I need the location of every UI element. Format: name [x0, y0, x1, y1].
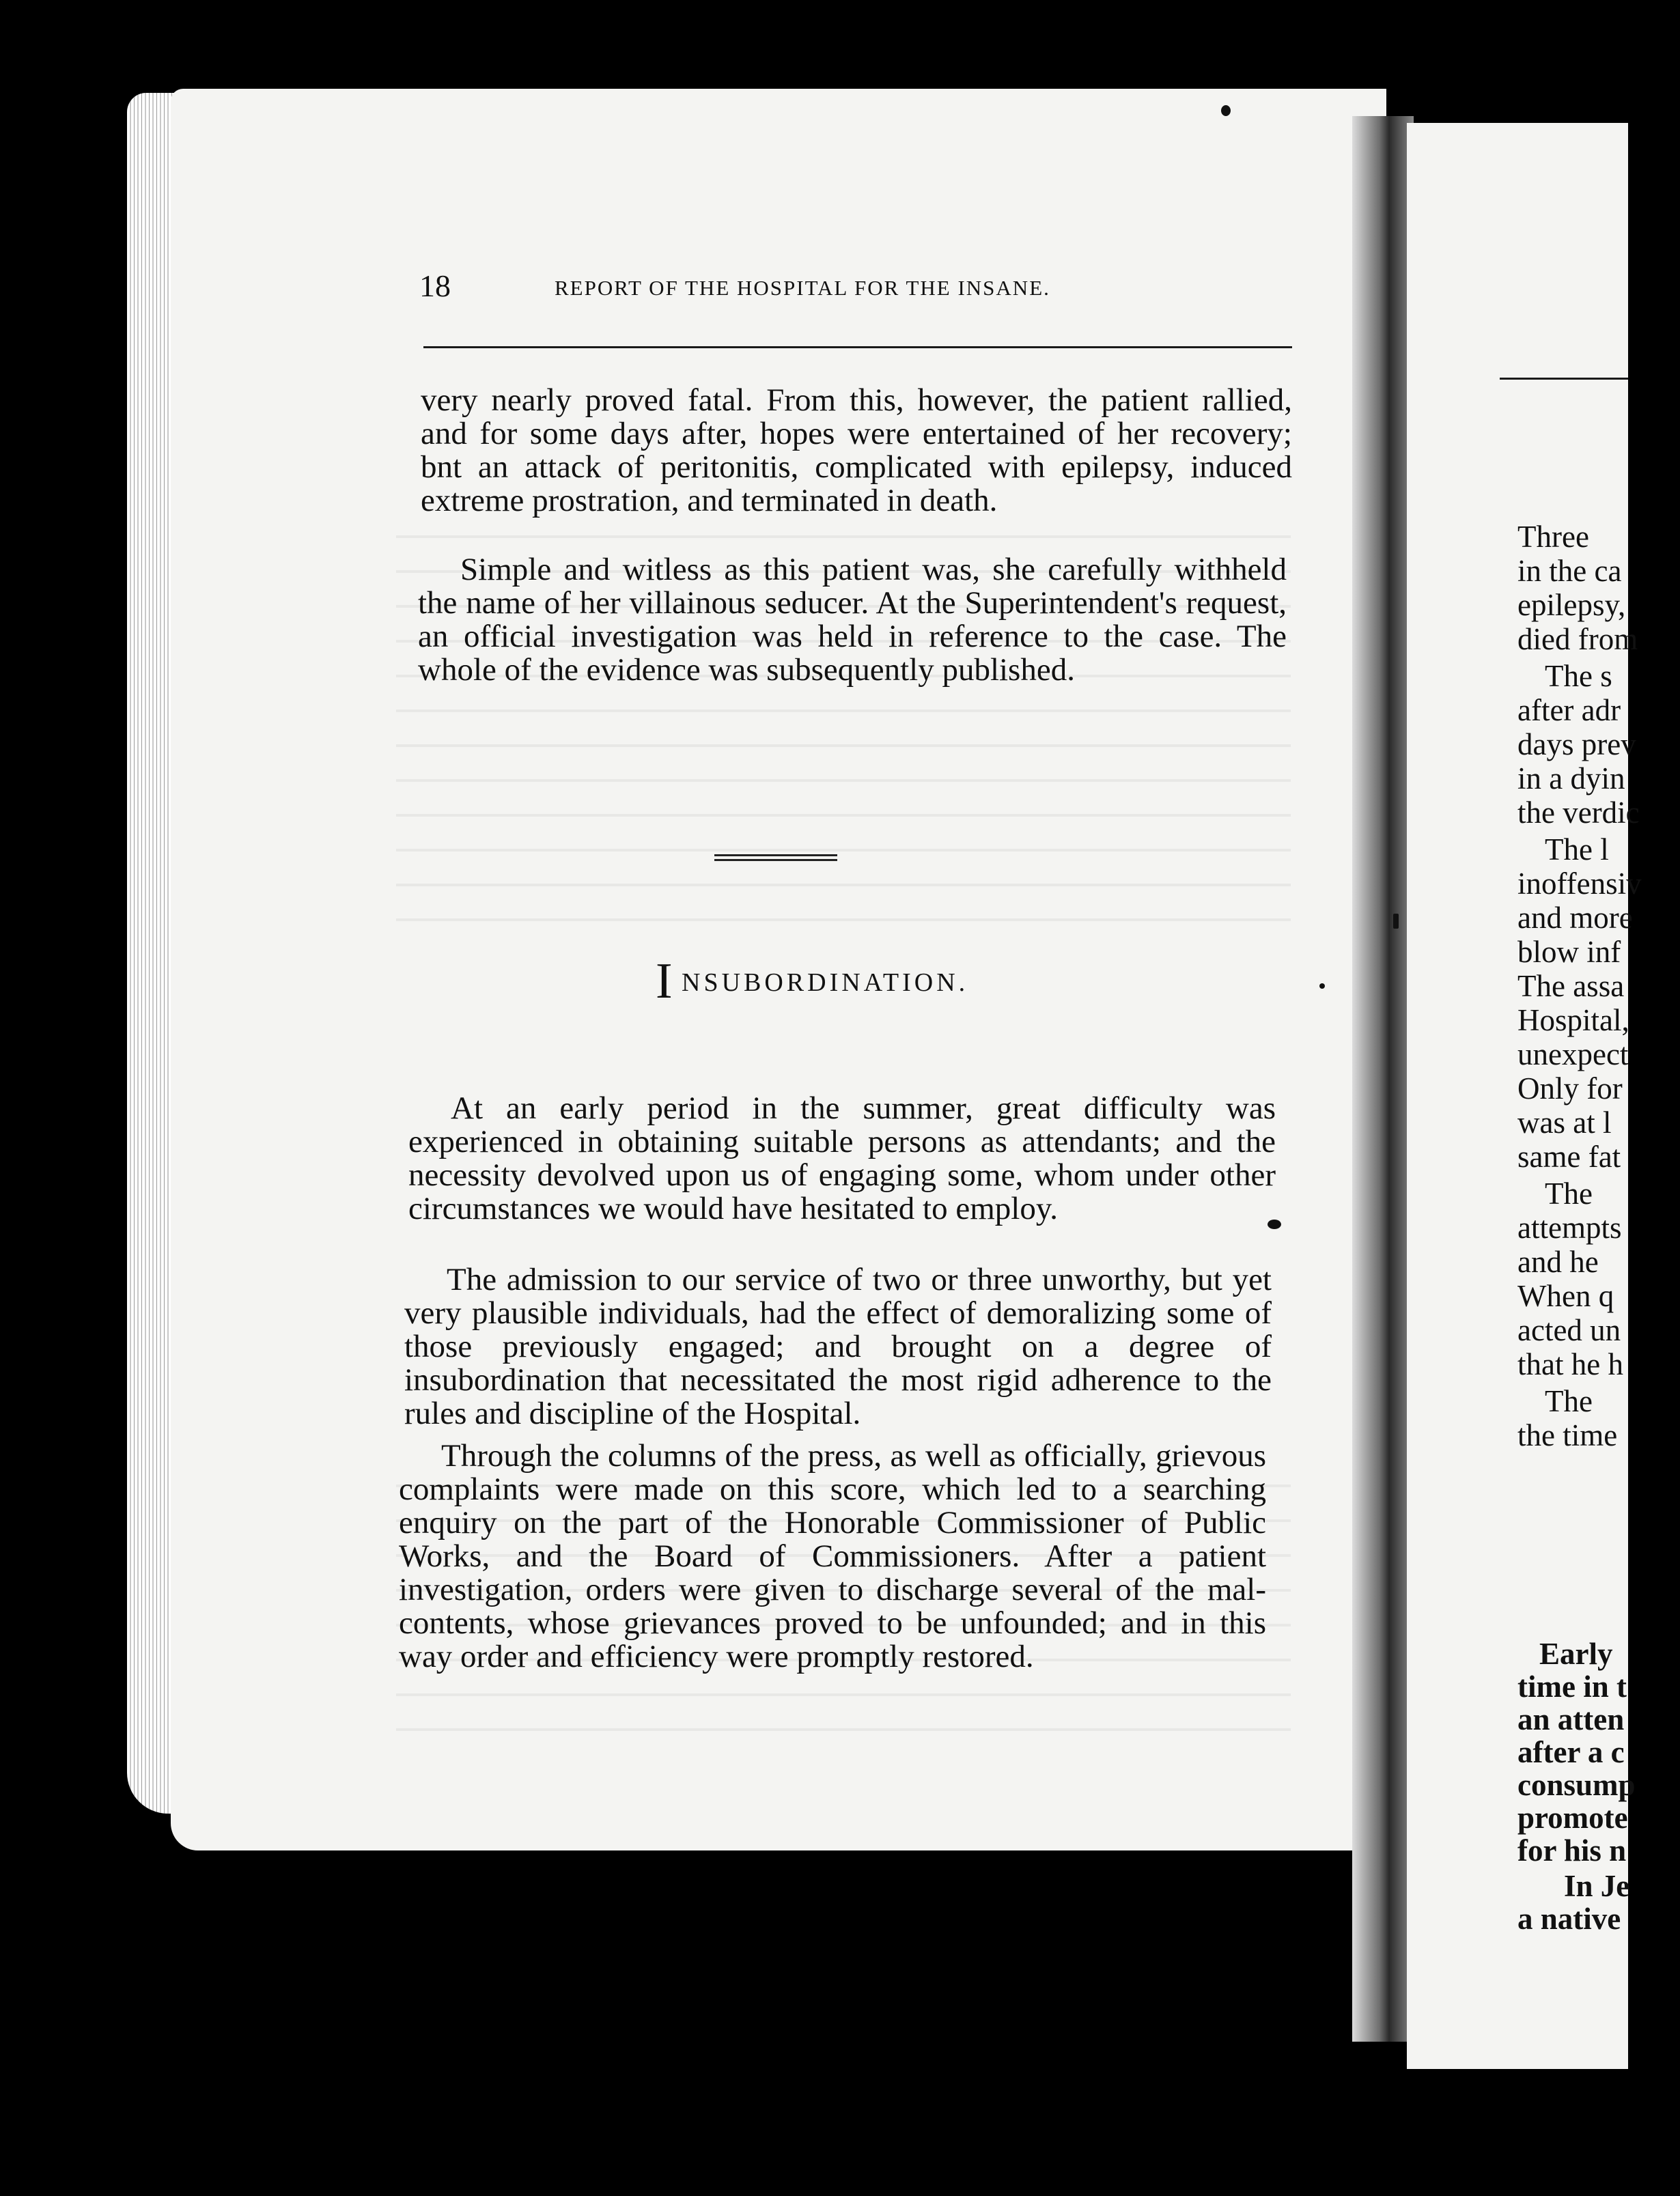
facing-line: promote: [1517, 1801, 1628, 1835]
facing-line: an atten: [1517, 1702, 1625, 1736]
body-paragraph: Simple and witless as this patient was, she carefully withheld the name of her villainous seducer. At the Superintendent's request, an official investigation was held in reference to the case. The whole of the evidence was subsequently published.: [418, 552, 1287, 688]
section-divider: [714, 854, 837, 861]
facing-line: Only for: [1517, 1071, 1623, 1106]
facing-line: acted un: [1517, 1313, 1621, 1347]
facing-line: consump: [1517, 1768, 1636, 1802]
facing-line: attempts: [1517, 1211, 1622, 1245]
facing-line: In Je: [1564, 1869, 1630, 1903]
running-head: REPORT OF THE HOSPITAL FOR THE INSANE.: [555, 276, 1050, 300]
scan-speck: [1221, 105, 1231, 116]
facing-line: The: [1545, 1384, 1593, 1418]
facing-line: same fat: [1517, 1140, 1621, 1174]
facing-line: Early: [1539, 1637, 1613, 1671]
facing-line: epilepsy,: [1517, 588, 1626, 622]
heading-text: NSUBORDINATION.: [682, 968, 969, 997]
facing-line: Hospital,: [1517, 1003, 1629, 1037]
body-paragraph: Through the columns of the press, as well as officially, grievous complaints were made on this score, which led to a searching enquiry on the part of the Honorable Commissioner of Public Works, and the Board of Commissioners. After a patient investigation, orders were given to discharge several of the mal-contents, whose grievances proved to be unfounded; and in this way order and efficiency were promptly restored.: [399, 1438, 1266, 1674]
facing-line: The assa: [1517, 969, 1625, 1003]
facing-line: the time: [1517, 1418, 1618, 1452]
facing-line: in a dyin: [1517, 761, 1625, 796]
facing-line: Three: [1517, 520, 1589, 554]
facing-line: The s: [1545, 659, 1612, 693]
facing-line: time in t: [1517, 1670, 1627, 1704]
facing-line: unexpect: [1517, 1037, 1629, 1071]
facing-line: died from: [1517, 622, 1638, 656]
facing-line: that he h: [1517, 1347, 1623, 1381]
body-paragraph: very nearly proved fatal. From this, however, the patient rallied, and for some days after, hopes were entertained of her recovery; bnt an attack of peritonitis, complicated with epilepsy, induced extreme prostration, and terminated in death.: [421, 382, 1292, 518]
facing-line: and he: [1517, 1245, 1599, 1279]
book-gutter: [1352, 116, 1414, 2042]
body-paragraph: The admission to our service of two or three unworthy, but yet very plausible individuals, had the effect of demoralizing some of those previously engaged; and brought on a degree of insubordination that necessitated the most rigid adherence to the rules and discipline of the Hospital.: [404, 1262, 1272, 1431]
facing-line: after adr: [1517, 693, 1621, 727]
facing-line: and more: [1517, 901, 1633, 935]
facing-line: days prev: [1517, 727, 1636, 761]
heading-initial: I: [656, 953, 673, 1009]
facing-line: for his n: [1517, 1833, 1627, 1868]
facing-line: The: [1545, 1177, 1593, 1211]
facing-line: When q: [1517, 1279, 1614, 1313]
facing-line: after a c: [1517, 1735, 1625, 1769]
facing-page-rule: [1500, 378, 1628, 380]
scan-speck: [1319, 983, 1325, 989]
scan-speck: [1268, 1220, 1281, 1229]
facing-line: was at l: [1517, 1106, 1612, 1140]
facing-line: in the ca: [1517, 554, 1622, 588]
page-number: 18: [419, 268, 451, 303]
facing-line: inoffensiv: [1517, 867, 1642, 901]
scan-speck: [1393, 914, 1399, 929]
section-heading: [656, 953, 1106, 1007]
header-rule: [423, 346, 1292, 348]
facing-line: The l: [1545, 832, 1609, 867]
page-header: [419, 268, 1171, 315]
facing-line: the verdic: [1517, 796, 1640, 830]
facing-line: a native: [1517, 1902, 1621, 1936]
body-paragraph: At an early period in the summer, great difficulty was experienced in obtaining suitable persons as attendants; and the necessity devolved upon us of engaging some, whom under other circumstances we would have hesitated to employ.: [408, 1090, 1276, 1226]
facing-line: blow inf: [1517, 935, 1621, 969]
